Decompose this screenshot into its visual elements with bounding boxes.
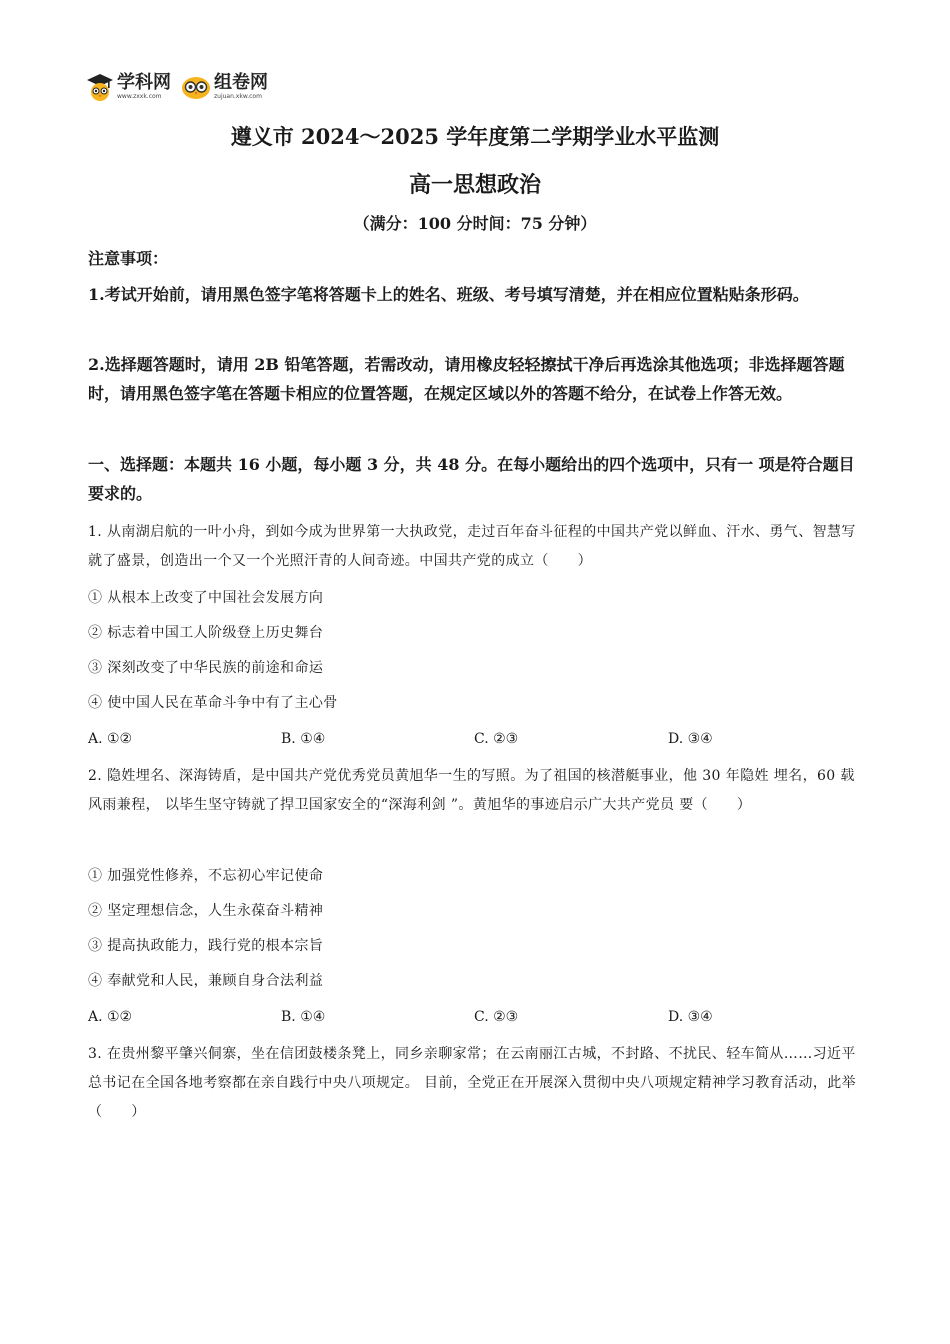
choice-d: D. ③④ [668, 731, 713, 747]
notice-heading: 注意事项： [88, 249, 169, 268]
notice-item-2: 2.选择题答题时，请用 2B 铅笔答题，若需改动，请用橡皮轻轻擦拭干净后再选涂其他选项；非选择题答题时，请用黑色签字笔在答题卡相应的位置答题，在规定区域以外的答题不给分，在试卷上作答无效。 [88, 355, 845, 403]
zujuan-logo [181, 74, 268, 100]
choice-a: A. ①② [88, 1009, 133, 1025]
notice-item-1: 1.考试开始前，请用黑色签字笔将答题卡上的姓名、班级、考号填写清楚，并在相应位置粘贴条形码。 [88, 285, 809, 304]
zujuan-logo-url: zujuan.xkw.com [214, 93, 262, 100]
question-1-option: ③ 深刻改变了中华民族的前途和命运 [88, 660, 324, 676]
question-2-stem: 2. 隐姓埋名、深海铸盾，是中国共产党优秀党员黄旭华一生的写照。为了祖国的核潜艇事业，他 30 年隐姓 埋名，60 载风雨兼程， 以毕生坚守铸就了捍卫国家安全的“深海利剑 ”。黄旭华的事迹启示广大共产党员 要（ ） [88, 768, 855, 813]
question-2-option: ① 加强党性修养，不忘初心牢记使命 [88, 868, 324, 884]
question-2-option: ④ 奉献党和人民，兼顾自身合法利益 [88, 973, 324, 989]
zujuan-logo-name: 组卷网 [214, 72, 268, 93]
graduation-cap-owl-icon [86, 72, 114, 102]
xueke-logo-url: www.zxxk.com [117, 93, 162, 100]
question-3-stem: 3. 在贵州黎平肇兴侗寨，坐在信团鼓楼条凳上，同乡亲聊家常；在云南丽江古城，不封路、不扰民、轻车简从……习近平总书记在全国各地考察都在亲自践行中央八项规定。 目前，全党正在开展深入贯彻中央八项规定精神学习教育活动，此举（ ） [88, 1046, 857, 1120]
exam-subject: 高一思想政治 [408, 172, 541, 198]
question-1-option: ④ 使中国人民在革命斗争中有了主心骨 [88, 695, 338, 711]
question-1-option: ② 标志着中国工人阶级登上历史舞台 [88, 625, 324, 641]
question-2-option: ② 坚定理想信念，人生永葆奋斗精神 [88, 903, 324, 919]
xueke-logo-name: 学科网 [117, 72, 171, 93]
xueke-logo [86, 72, 171, 102]
question-1-stem: 1. 从南湖启航的一叶小舟，到如今成为世界第一大执政党，走过百年奋斗征程的中国共产党以鲜血、汗水、勇气、智慧写就了盛景，创造出一个又一个光照汗青的人间奇迹。中国共产党的成立（ ） [88, 524, 856, 569]
choice-b: B. ①④ [281, 731, 326, 747]
owl-icon [181, 74, 211, 100]
question-2-option: ③ 提高执政能力，践行党的根本宗旨 [88, 938, 324, 954]
question-1-option: ① 从根本上改变了中国社会发展方向 [88, 590, 324, 606]
choice-b: B. ①④ [281, 1009, 326, 1025]
choice-a: A. ①② [88, 731, 133, 747]
exam-title: 遵义市 2024～2025 学年度第二学期学业水平监测 [230, 124, 720, 149]
choice-c: C. ②③ [474, 1009, 519, 1025]
choice-c: C. ②③ [474, 731, 519, 747]
choice-d: D. ③④ [668, 1009, 713, 1025]
exam-meta: （满分：100 分时间：75 分钟） [353, 214, 597, 233]
logo-bar [86, 70, 268, 104]
section-heading: 一、选择题：本题共 16 小题，每小题 3 分，共 48 分。在每小题给出的四个选项中，只有一 项是符合题目要求的。 [88, 455, 855, 503]
